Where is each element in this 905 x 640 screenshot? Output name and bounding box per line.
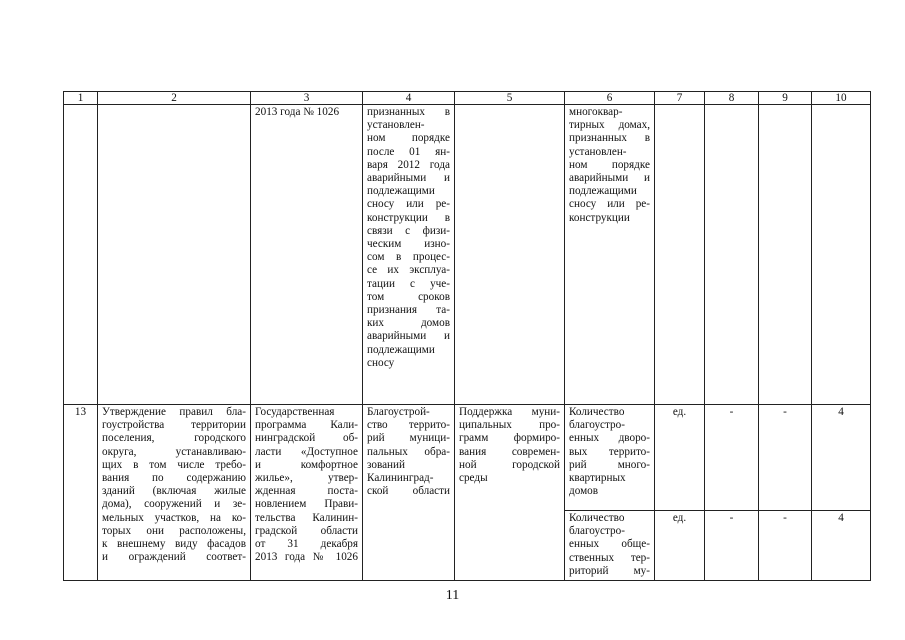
table-cell: 4 (812, 405, 871, 511)
table-cell: - (705, 511, 759, 581)
table-cell (655, 105, 705, 405)
column-number: 7 (655, 92, 705, 105)
table-cell: - (705, 405, 759, 511)
row-number: 13 (64, 405, 98, 581)
document-table (63, 91, 871, 581)
table-cell: признанных в установлен- ном порядке после 01 ян- варя 2012 года аварийными и подлежащими сносу или ре- конструкции в связи с физи- ческим изно- сом в процес- се их эксплуа- тации с уче- том сроков признания та- ких домов аварийными и подлежащими сносу (363, 105, 455, 405)
table-cell-text: Количество благоустро- енных обще- ственных тер- риторий му- (569, 512, 650, 577)
table-cell: Количество благоустро- енных дворо- вых террито- рий много- квартирных домов (565, 405, 655, 511)
table-cell (565, 511, 655, 581)
table-cell (98, 105, 251, 405)
table-cell: Утверждение правил бла- гоустройства территории поселения, городского округа, устанавливаю- щих в том числе требо- вания по содержанию зданий (включая жилые дома), сооружений и зе- мельных участков, на ко- торых они расположены, к внешнему виду фасадов и ограждений соответ- (98, 405, 251, 581)
column-number: 8 (705, 92, 759, 105)
column-number: 5 (455, 92, 565, 105)
table-cell (455, 105, 565, 405)
table-cell (812, 105, 871, 405)
column-number: 6 (565, 92, 655, 105)
column-number: 2 (98, 92, 251, 105)
column-number: 9 (759, 92, 812, 105)
column-number: 4 (363, 92, 455, 105)
column-number: 10 (812, 92, 871, 105)
table-row (64, 405, 871, 511)
table-cell: Поддержка муни- ципальных про- грамм формиро- вания современ- ной городской среды (455, 405, 565, 581)
table-cell (64, 105, 98, 405)
column-number: 1 (64, 92, 98, 105)
table-cell: - (759, 405, 812, 511)
table-cell: Благоустрой- ство террито- рий муници- пальных обра- зований Калининград- ской области (363, 405, 455, 581)
table-cell: ед. (655, 405, 705, 511)
table-cell (705, 105, 759, 405)
table-cell: ед. (655, 511, 705, 581)
column-number: 3 (251, 92, 363, 105)
table-cell: - (759, 511, 812, 581)
continued-row (64, 105, 871, 405)
table-cell: многоквар- тирных домах, признанных в установлен- ном порядке аварийными и подлежащими сносу или ре- конструкции (565, 105, 655, 405)
table-cell (759, 105, 812, 405)
table-cell: 4 (812, 511, 871, 581)
column-number-row (64, 92, 871, 105)
table-cell: Государственная программа Кали- нинградской об- ласти «Доступное и комфортное жилье», утвер- жденная поста- новлением Прави- тельства Калинин- градской области от 31 декабря 2013 года № 1026 (251, 405, 363, 581)
table-cell: 2013 года № 1026 (251, 105, 363, 405)
page-number: 11 (445, 588, 460, 603)
